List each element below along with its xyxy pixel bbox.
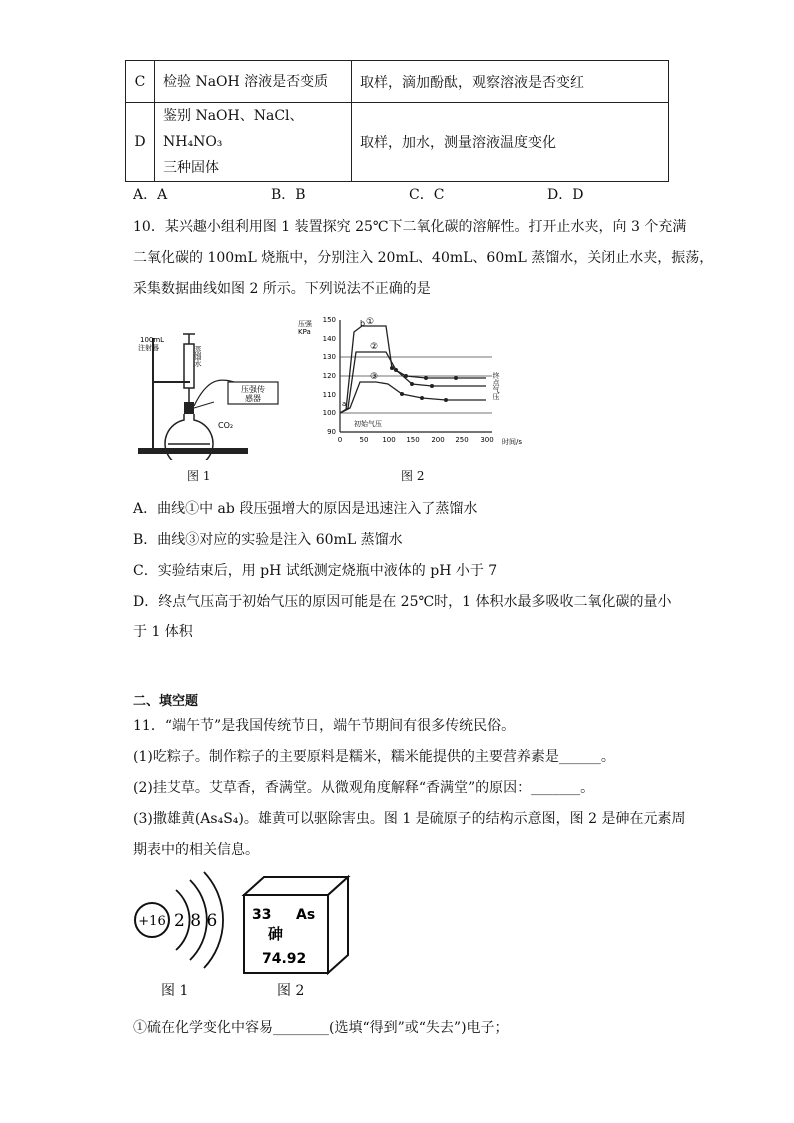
point-b: b	[360, 319, 366, 328]
electron-counts: 2 8 6	[174, 911, 218, 931]
row-item-line1: 鉴别 NaOH、NaCl、NH₄NO₃	[163, 108, 304, 150]
arsenic-element-cell	[240, 873, 352, 977]
sensor-label-1: 压强传	[241, 385, 265, 394]
choice-c[interactable]: C．C	[409, 187, 445, 203]
element-caption: 图 2	[277, 983, 305, 999]
stand-base	[138, 448, 248, 454]
sensor-label-2: 感器	[245, 394, 261, 403]
x-tick: 250	[455, 436, 469, 444]
atomic-number: 33	[252, 907, 272, 923]
gas-label: CO₂	[218, 421, 234, 430]
row-method: 取样，加水，测量溶液温度变化	[352, 103, 669, 182]
y-tick: 150	[322, 316, 336, 324]
chart-ylabel-2: KPa	[298, 328, 311, 336]
y-tick: 100	[322, 409, 336, 417]
water-label: 蒸馏水	[194, 346, 202, 367]
nucleus-charge: +16	[138, 914, 166, 929]
sulfur-atom-diagram	[128, 866, 238, 976]
choice-b[interactable]: B．B	[271, 187, 306, 203]
choice-d[interactable]: D．D	[547, 187, 584, 203]
q11-part3-line2: 期表中的相关信息。	[133, 842, 259, 858]
y-tick: 90	[327, 428, 336, 436]
q11-stem: 11．“端午节”是我国传统节日，端午节期间有很多传统民俗。	[133, 718, 516, 734]
syringe-label-1: 100mL	[140, 336, 165, 344]
element-symbol: As	[296, 907, 316, 923]
y-tick: 140	[322, 335, 336, 343]
pressure-chart	[296, 312, 530, 456]
row-item	[155, 103, 352, 182]
q11-part3-line1: (3)撒雄黄(As₄S₄)。雄黄可以驱除害虫。图 1 是硫原子的结构示意图，图 2 是砷在元素周	[133, 811, 686, 827]
syringe-label-2: 注射器	[138, 344, 159, 352]
x-tick: 0	[337, 436, 343, 444]
q11-part2: (2)挂艾草。艾草香，香满堂。从微观角度解释“香满堂”的原因：_______。	[133, 780, 595, 796]
q10-option-d[interactable]: D．终点气压高于初始气压的原因可能是在 25℃时，1 体积水最多吸收二氧化碳的量小	[133, 594, 672, 610]
q10-option-b[interactable]: B．曲线③对应的实验是注入 60mL 蒸馏水	[133, 532, 403, 548]
y-tick-labels	[323, 316, 336, 436]
apparatus-figure	[128, 316, 298, 460]
row-method: 取样，滴加酚酞，观察溶液是否变红	[352, 61, 669, 103]
atom-caption: 图 1	[161, 983, 189, 999]
curve-1-label: ①	[366, 317, 375, 327]
y-tick: 120	[322, 372, 336, 380]
q10-stem-line1: 10．某兴趣小组利用图 1 装置探究 25℃下二氧化碳的溶解性。打开止水夹，向 3 个充满	[133, 219, 687, 235]
atomic-mass: 74.92	[262, 951, 307, 967]
chart-xlabel: 时间/s	[502, 438, 523, 446]
q10-option-a[interactable]: A．曲线①中 ab 段压强增大的原因是迅速注入了蒸馏水	[133, 501, 478, 517]
element-name: 砷	[268, 925, 284, 943]
x-tick: 50	[359, 436, 369, 444]
flask-stopper	[184, 402, 194, 414]
table-row	[126, 103, 669, 182]
q10-option-c[interactable]: C．实验结束后，用 pH 试纸测定烧瓶中液体的 pH 小于 7	[133, 563, 498, 579]
table-row	[126, 61, 669, 103]
curve-3-label: ③	[370, 372, 379, 382]
fig2-caption: 图 2	[401, 469, 425, 483]
curve-2-label: ②	[370, 342, 379, 352]
q10-option-d-cont: 于 1 体积	[133, 624, 193, 640]
choice-a[interactable]: A．A	[133, 187, 168, 203]
options-table	[125, 60, 669, 182]
x-tick: 200	[431, 436, 445, 444]
row-key: C	[126, 61, 155, 103]
x-tick: 300	[480, 436, 494, 444]
q9-choices	[133, 184, 673, 204]
row-key: D	[126, 103, 155, 182]
point-a: a	[342, 400, 347, 408]
x-tick: 100	[382, 436, 396, 444]
fig1-caption: 图 1	[187, 469, 211, 483]
chart-ylabel-1: 压强	[298, 320, 312, 328]
x-tick: 150	[406, 436, 420, 444]
initial-pressure-label: 初始气压	[354, 420, 382, 428]
section-title: 二、填空题	[133, 694, 199, 709]
y-tick: 110	[322, 391, 336, 399]
x-tick-labels	[338, 436, 494, 444]
q11-subquestion-1: ①硫在化学变化中容易________(选填“得到”或“失去”)电子；	[133, 1020, 509, 1036]
row-item-line2: 三种固体	[163, 160, 219, 176]
y-tick: 130	[322, 353, 336, 361]
q11-part1: (1)吃粽子。制作粽子的主要原料是糯米，糯米能提供的主要营养素是______。	[133, 749, 615, 765]
q10-stem-line2: 二氧化碳的 100mL 烧瓶中，分别注入 20mL、40mL、60mL 蒸馏水，关闭止水夹，振荡，	[133, 250, 714, 266]
row-item: 检验 NaOH 溶液是否变质	[155, 61, 352, 103]
q10-stem-line3: 采集数据曲线如图 2 所示。下列说法不正确的是	[133, 281, 431, 297]
end-pressure-label: 终点气压	[492, 372, 500, 400]
